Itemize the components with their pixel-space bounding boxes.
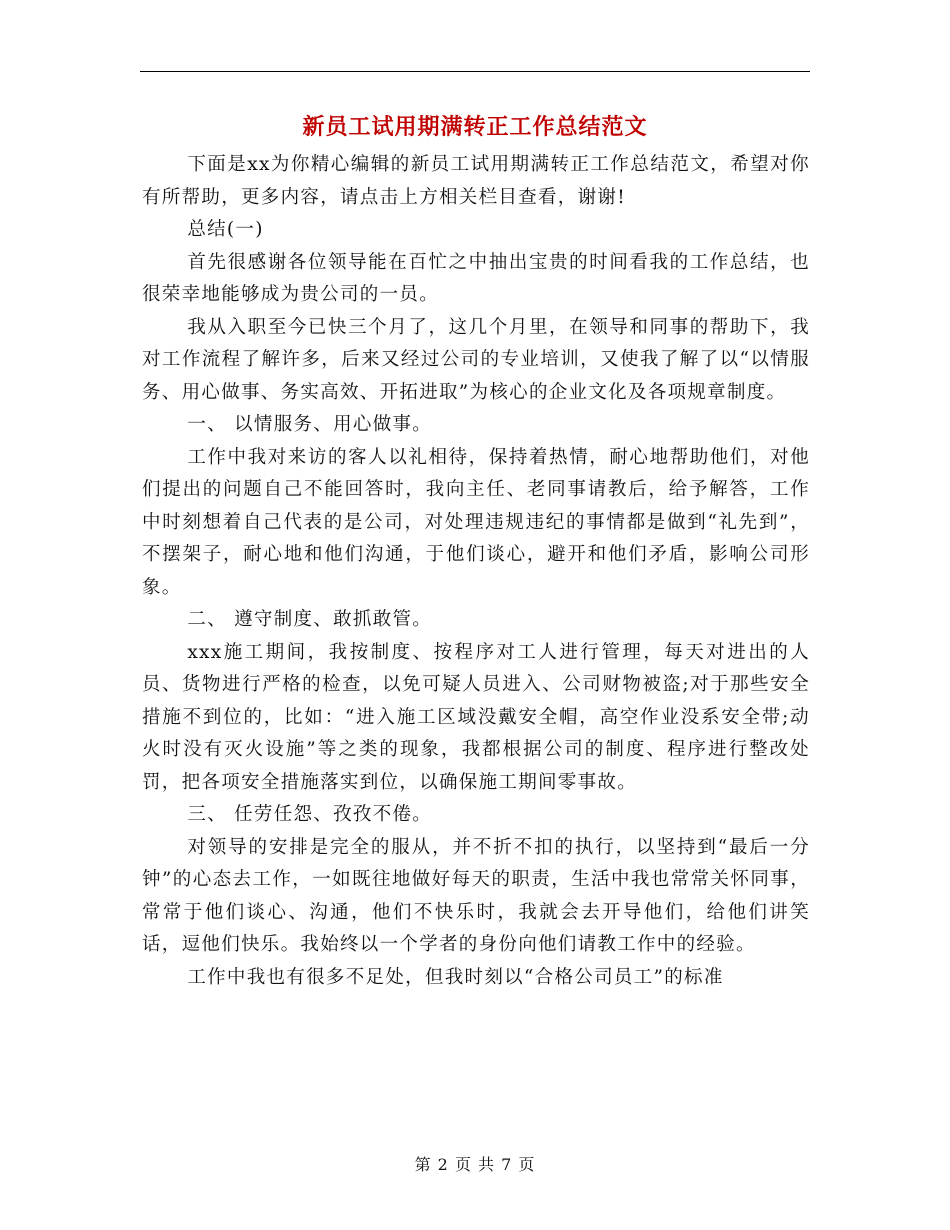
body-paragraph: 对领导的安排是完全的服从，并不折不扣的执行，以坚持到“最后一分钟”的心态去工作，一如既往地做好每天的职责，生活中我也常常关怀同事，常常于他们谈心、沟通，他们不快乐时，我就会去开导他们，给他们讲笑话，逗他们快乐。我始终以一个学者的身份向他们请教工作中的经验。: [142, 836, 810, 955]
document-body: [142, 149, 810, 994]
body-paragraph: 我从入职至今已快三个月了，这几个月里，在领导和同事的帮助下，我对工作流程了解许多，后来又经过公司的专业培训，又使我了解了以“以情服务、用心做事、务实高效、开拓进取”为核心的企业文化及各项规章制度。: [142, 316, 810, 403]
section-heading-summary-1: 总结(一): [187, 219, 264, 240]
section-heading-2: 二、 遵守制度、敢抓敢管。: [187, 609, 433, 630]
page-footer: 第 2 页 共 7 页: [414, 1155, 536, 1174]
section-heading-1: 一、 以情服务、用心做事。: [187, 414, 433, 435]
section-heading-3: 三、 任劳任怨、孜孜不倦。: [187, 804, 433, 825]
body-paragraph: 工作中我也有很多不足处，但我时刻以“合格公司员工”的标准: [187, 966, 724, 988]
document-title: 新员工试用期满转正工作总结范文: [302, 114, 648, 140]
body-paragraph: xxx施工期间，我按制度、按程序对工人进行管理，每天对进出的人员、货物进行严格的检查，以免可疑人员进入、公司财物被盗;对于那些安全措施不到位的，比如：“进入施工区域没戴安全帽，高空作业没系安全带;动火时没有灭火设施”等之类的现象，我都根据公司的制度、程序进行整改处罚，把各项安全措施落实到位，以确保施工期间零事故。: [142, 641, 810, 793]
header-rule: [140, 71, 810, 72]
intro-paragraph: 下面是xx为你精心编辑的新员工试用期满转正工作总结范文，希望对你有所帮助，更多内容，请点击上方相关栏目查看，谢谢!: [142, 154, 810, 208]
body-paragraph: 工作中我对来访的客人以礼相待，保持着热情，耐心地帮助他们，对他们提出的问题自己不能回答时，我向主任、老同事请教后，给予解答，工作中时刻想着自己代表的是公司，对处理违规违纪的事情都是做到“礼先到”，不摆架子，耐心地和他们沟通，于他们谈心，避开和他们矛盾，影响公司形象。: [142, 446, 810, 598]
body-paragraph: 首先很感谢各位领导能在百忙之中抽出宝贵的时间看我的工作总结，也很荣幸地能够成为贵公司的一员。: [142, 251, 810, 305]
